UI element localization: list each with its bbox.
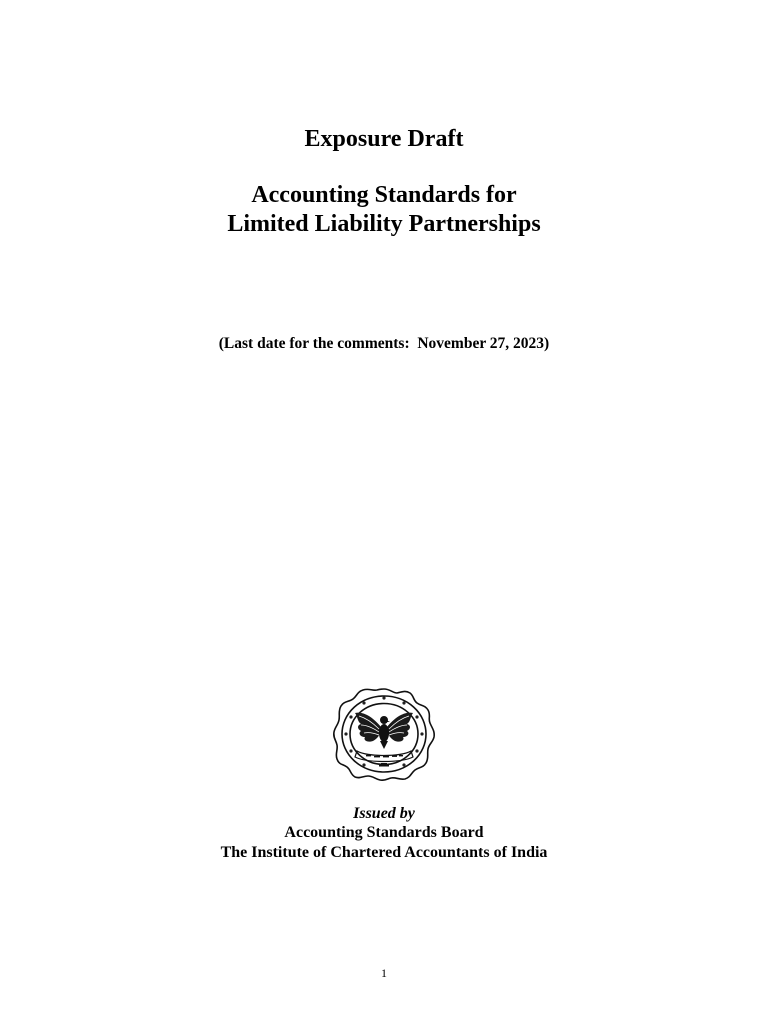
document-title-line-1: Accounting Standards for [251,182,517,208]
page-number: 1 [381,966,387,980]
comments-deadline: (Last date for the comments: November 27, 2023) [218,335,550,352]
institute-name: The Institute of Chartered Accountants of India [220,844,548,861]
icai-emblem-seal-icon [333,687,435,781]
document-type-heading: Exposure Draft [304,126,464,152]
document-title-line-2: Limited Liability Partnerships [227,211,541,237]
issuing-board-name: Accounting Standards Board [284,824,484,841]
issued-by-label: Issued by [353,805,415,822]
